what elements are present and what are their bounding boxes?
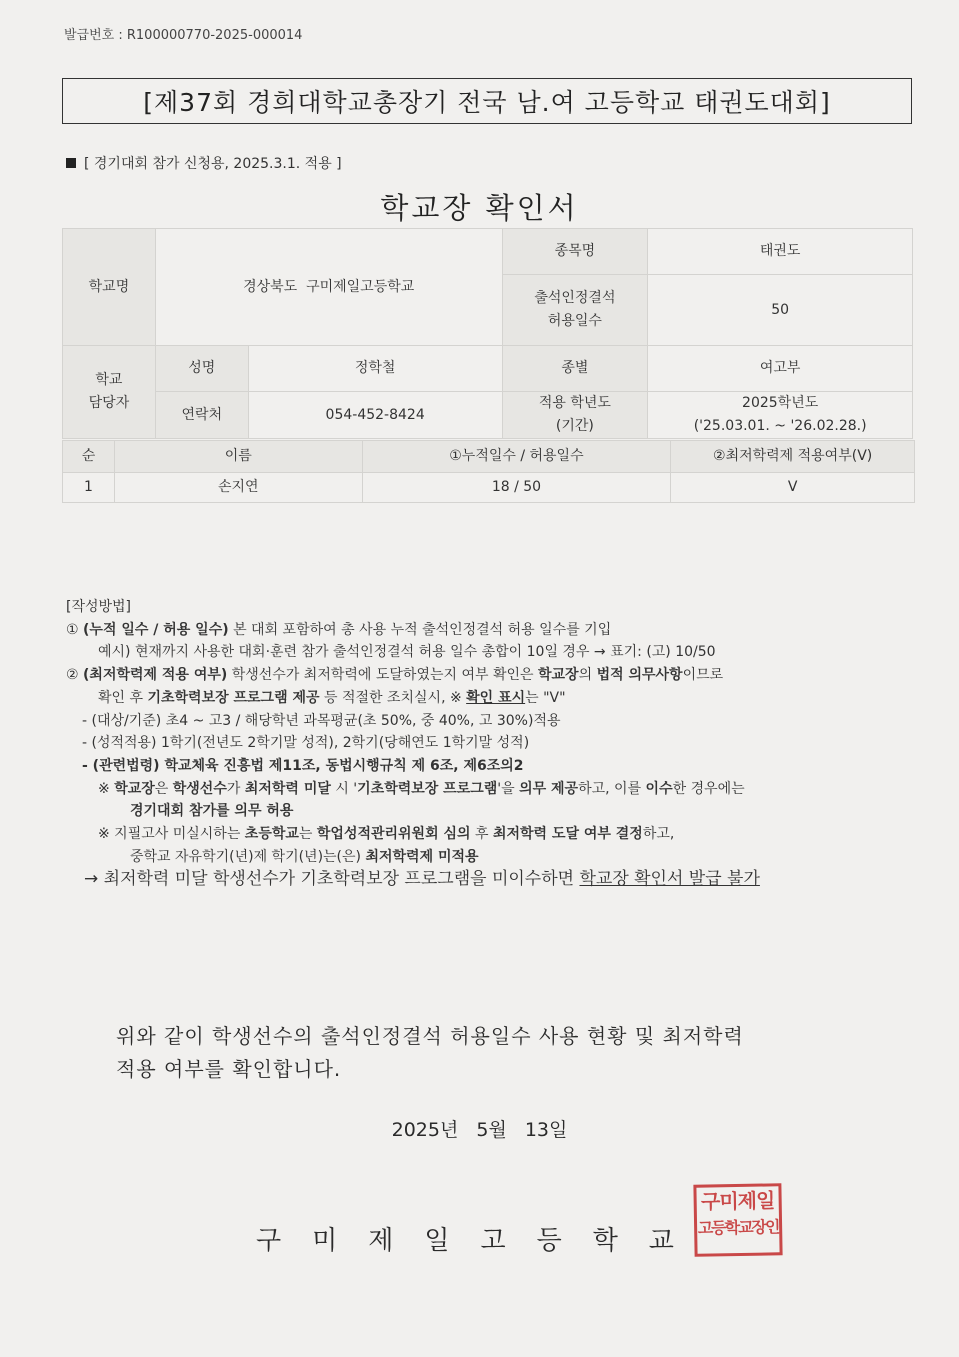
square-bullet-icon bbox=[66, 158, 76, 168]
school-year-label bbox=[502, 392, 648, 439]
instruction-example: 예시) 현재까지 사용한 대회·훈련 참가 출석인정결석 허용 일수 총합이 10일 경우 → 표기: (고) 10/50 bbox=[98, 644, 716, 661]
bold-text: 학생선수 bbox=[172, 780, 227, 797]
text: 가 bbox=[226, 780, 245, 797]
circle-two: ② bbox=[66, 667, 84, 684]
school-year-label-line1: 적용 학년도 bbox=[538, 395, 611, 411]
manager-name-value: 정학철 bbox=[248, 346, 502, 392]
event-label: 종목명 bbox=[502, 229, 648, 275]
attendance-value: 50 bbox=[648, 275, 913, 346]
bold-text: (누적 일수 / 허용 일수) bbox=[83, 621, 229, 638]
attendance-label-line2: 허용일수 bbox=[547, 313, 602, 329]
underlined-text: 학교장 확인서 발급 불가 bbox=[579, 869, 760, 890]
manager-label-line1: 학교 bbox=[95, 372, 123, 388]
text: 본 대회 포함하여 총 사용 누적 출석인정결석 허용 일수를 기입 bbox=[228, 621, 612, 638]
confirmation-line1: 위와 같이 학생선수의 출석인정결석 허용일수 사용 현황 및 최저학력 bbox=[116, 1024, 744, 1048]
table-row bbox=[63, 473, 915, 503]
bold-text: 기초학력보장 프로그램 bbox=[357, 780, 498, 797]
instruction-line bbox=[66, 846, 760, 869]
bold-text: 최저학력제 미적용 bbox=[365, 848, 479, 865]
instruction-line bbox=[66, 619, 760, 642]
bold-text: 기초학력보장 프로그램 제공 bbox=[147, 689, 320, 706]
text: 확인 후 bbox=[98, 689, 148, 706]
row-days: 18 / 50 bbox=[362, 473, 671, 503]
header-name: 이름 bbox=[114, 441, 362, 473]
bold-text: 학교장 bbox=[114, 780, 155, 797]
attendance-label bbox=[502, 275, 648, 346]
instruction-target: - (대상/기준) 초4 ~ 고3 / 해당학년 과목평균(초 50%, 중 40%, 고 30%)적용 bbox=[82, 712, 561, 729]
bold-text: 초등학교 bbox=[244, 826, 299, 843]
instructions bbox=[66, 596, 760, 891]
text: 학생선수가 최저학력에 도달하였는지 여부 확인은 bbox=[227, 667, 538, 684]
student-table-header bbox=[63, 441, 915, 473]
instructions-heading: [작성방법] bbox=[66, 599, 132, 615]
text: 후 bbox=[470, 826, 493, 843]
seal-line2: 고등학교장인 bbox=[697, 1216, 779, 1238]
instruction-line bbox=[66, 664, 760, 687]
row-applied: V bbox=[671, 473, 915, 503]
text: 한 경우에는 bbox=[672, 780, 745, 797]
school-year-value bbox=[648, 392, 913, 439]
usage-note bbox=[66, 153, 342, 173]
school-year-value-line2: ('25.03.01. ~ '26.02.28.) bbox=[693, 418, 867, 434]
text: 등 적절한 조치실시, ※ bbox=[319, 689, 467, 706]
attendance-label-line1: 출석인정결석 bbox=[534, 290, 616, 306]
row-no: 1 bbox=[63, 473, 115, 503]
underlined-text: 확인 표시 bbox=[466, 689, 526, 706]
confirmation-line2: 적용 여부를 확인합니다. bbox=[116, 1057, 342, 1081]
school-name-value: 경상북도 구미제일고등학교 bbox=[155, 229, 502, 346]
issue-date: 2025년 5월 13일 bbox=[391, 1119, 568, 1141]
instruction-line bbox=[66, 823, 760, 846]
instruction-line: 경기대회 참가를 의무 허용 bbox=[130, 803, 294, 820]
header-no: 순 bbox=[63, 441, 115, 473]
school-info-table bbox=[62, 228, 913, 439]
usage-note-text: [ 경기대회 참가 신청용, 2025.3.1. 적용 ] bbox=[84, 156, 342, 172]
principal-seal-stamp bbox=[693, 1183, 782, 1257]
text: ※ bbox=[98, 780, 115, 797]
bold-text: 법적 의무사항 bbox=[596, 667, 683, 684]
manager-label-line2: 담당자 bbox=[88, 395, 130, 411]
text: 하고, bbox=[642, 826, 675, 843]
issue-number: 발급번호 : R100000770-2025-000014 bbox=[64, 28, 303, 43]
text: ※ 지필고사 미실시하는 bbox=[98, 826, 245, 843]
bold-text: 학업성적관리위원회 심의 bbox=[316, 826, 471, 843]
bold-text: 의무 제공 bbox=[519, 780, 579, 797]
school-year-value-line1: 2025학년도 bbox=[742, 395, 819, 411]
text: 의 bbox=[578, 667, 597, 684]
confirmation-statement bbox=[116, 1020, 744, 1086]
school-signature: 구미제일고등학교 bbox=[256, 1226, 705, 1256]
instruction-law: - (관련법령) 학교체육 진흥법 제11조, 동법시행규칙 제 6조, 제6조의2 bbox=[82, 757, 524, 774]
bold-text: 학교장 bbox=[538, 667, 579, 684]
instruction-line bbox=[66, 778, 760, 801]
instruction-grades: - (성적적용) 1학기(전년도 2학기말 성적), 2학기(당해연도 1학기말 성적) bbox=[82, 735, 530, 752]
instruction-line bbox=[66, 687, 760, 710]
text: 시 ' bbox=[330, 780, 358, 797]
bold-text: 최저학력 도달 여부 결정 bbox=[492, 826, 643, 843]
manager-label bbox=[63, 346, 156, 439]
competition-title: [제37회 경희대학교총장기 전국 남.여 고등학교 태권도대회] bbox=[62, 78, 912, 124]
student-table bbox=[62, 440, 915, 503]
text: → 최저학력 미달 학생선수가 기초학력보장 프로그램을 미이수하면 bbox=[84, 869, 580, 890]
seal-line1: 구미제일 bbox=[700, 1188, 775, 1214]
manager-name-label: 성명 bbox=[155, 346, 248, 392]
document-title: 학교장 확인서 bbox=[380, 191, 579, 225]
circle-one: ① bbox=[66, 621, 84, 638]
text: 는 bbox=[298, 826, 317, 843]
text: 는 "V" bbox=[525, 689, 566, 706]
school-year-label-line2: (기간) bbox=[555, 418, 594, 434]
event-value: 태권도 bbox=[648, 229, 913, 275]
text: 이므로 bbox=[682, 667, 724, 684]
text: '을 bbox=[497, 780, 520, 797]
text: 은 bbox=[154, 780, 173, 797]
bold-text: (최저학력제 적용 여부) bbox=[83, 667, 228, 684]
instruction-warning bbox=[66, 868, 760, 891]
category-label: 종별 bbox=[502, 346, 648, 392]
contact-label: 연락처 bbox=[155, 392, 248, 439]
text: 중학교 자유학기(년)제 학기(년)는(은) bbox=[130, 848, 366, 865]
contact-value: 054-452-8424 bbox=[248, 392, 502, 439]
header-applied: ②최저학력제 적용여부(V) bbox=[671, 441, 915, 473]
row-name: 손지연 bbox=[114, 473, 362, 503]
category-value: 여고부 bbox=[648, 346, 913, 392]
bold-text: 이수 bbox=[645, 780, 673, 797]
bold-text: 최저학력 미달 bbox=[244, 780, 331, 797]
school-name-label: 학교명 bbox=[63, 229, 156, 346]
text: 하고, 이를 bbox=[578, 780, 646, 797]
header-days: ①누적일수 / 허용일수 bbox=[362, 441, 671, 473]
